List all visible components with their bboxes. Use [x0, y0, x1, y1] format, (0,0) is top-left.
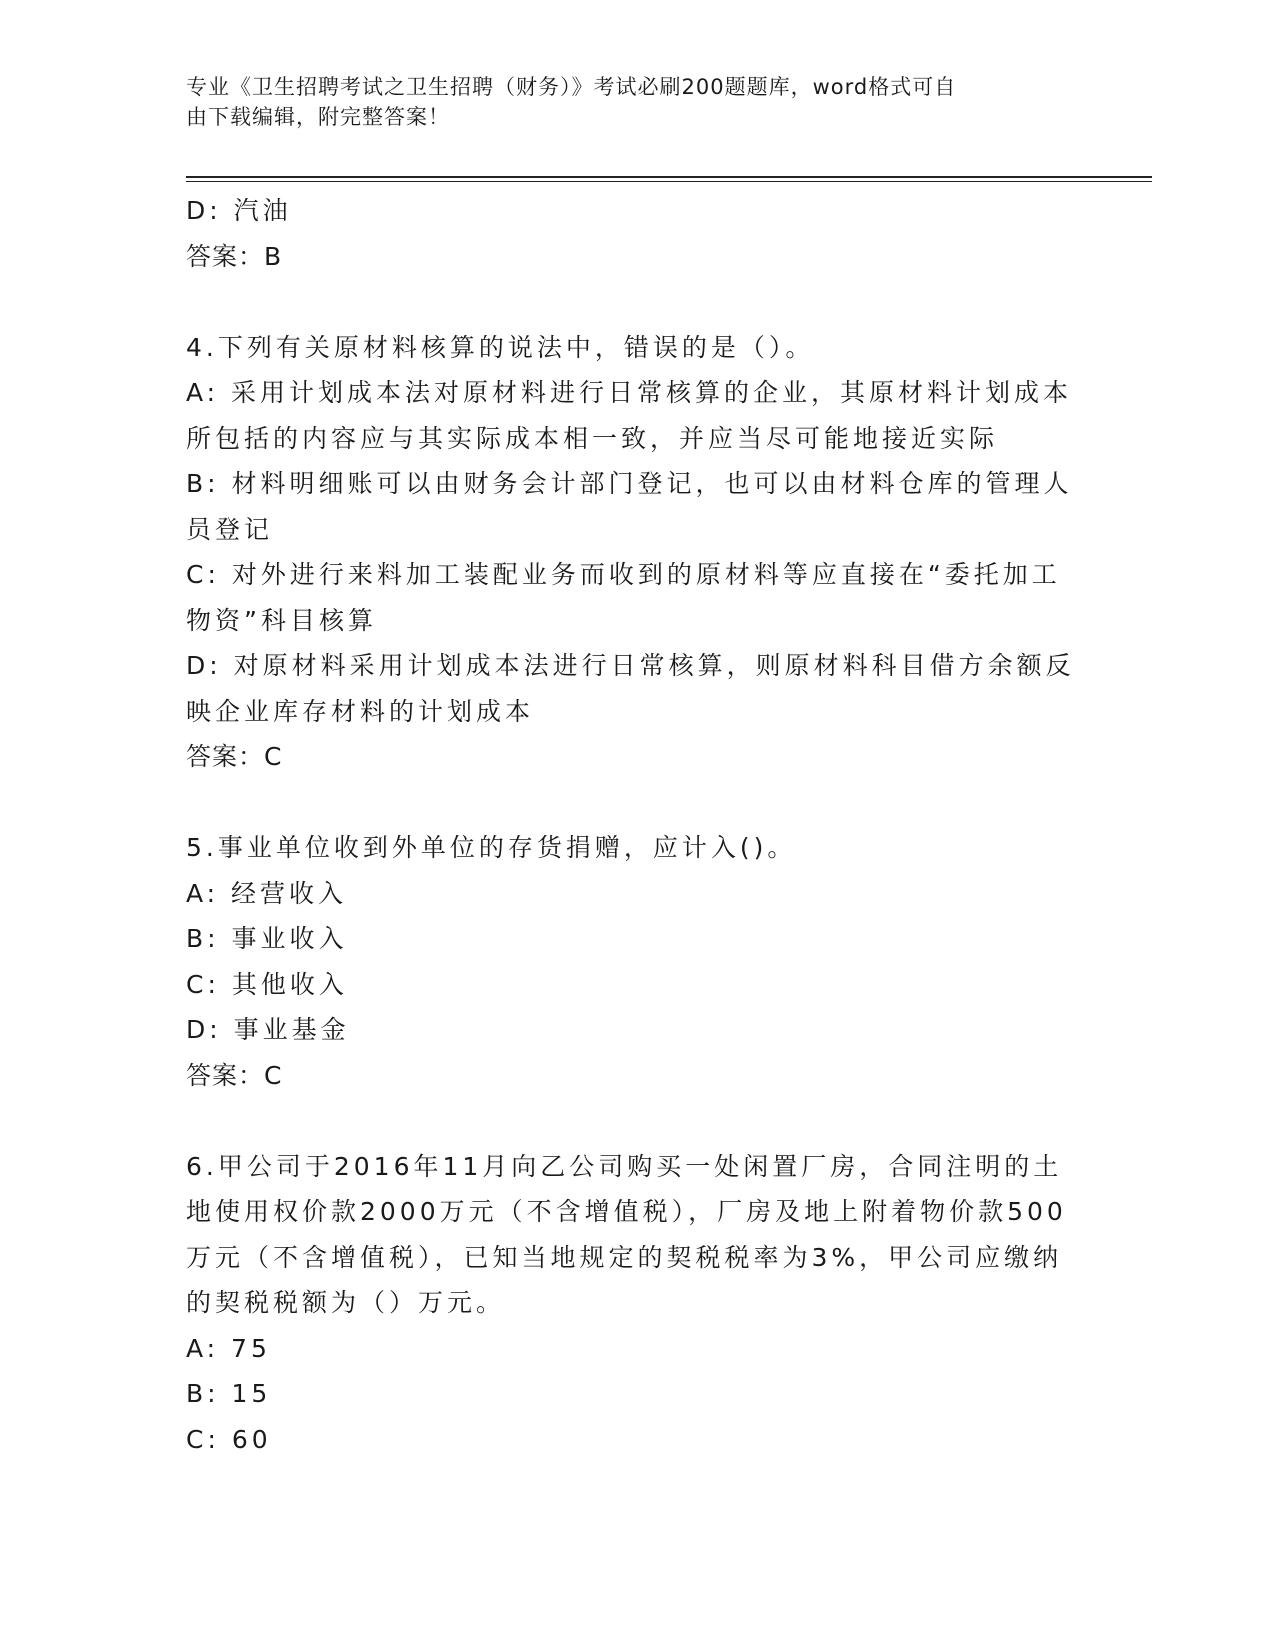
q6-option-c: C: 60	[186, 1424, 272, 1454]
q6-stem-line-2: 地使用权价款2000万元（不含增值税），厂房及地上附着物价款500	[186, 1197, 1067, 1226]
question-4	[186, 325, 1075, 780]
q5-answer: 答案：C	[186, 1060, 283, 1090]
q4-option-d-line-1: D: 对原材料采用计划成本法进行日常核算，则原材料科目借方余额反	[186, 651, 1075, 680]
spacer	[186, 279, 1066, 325]
q4-option-c-line-2: 物资”科目核算	[186, 605, 377, 635]
header-line-2: 由下载编辑，附完整答案！	[186, 105, 450, 129]
q4-option-b-line-1: B: 材料明细账可以由财务会计部门登记，也可以由材料仓库的管理人	[186, 469, 1073, 498]
header-divider-thick	[186, 176, 1152, 178]
question-body	[186, 188, 1075, 1462]
q5-option-a: A: 经营收入	[186, 878, 348, 908]
q6-stem-line-3: 万元（不含增值税），已知当地规定的契税税率为3%，甲公司应缴纳	[186, 1242, 1063, 1272]
header-divider-thin	[186, 181, 1152, 182]
q5-option-c: C: 其他收入	[186, 969, 348, 999]
q4-option-d-line-2: 映企业库存材料的计划成本	[186, 696, 535, 726]
q5-option-b: B: 事业收入	[186, 924, 348, 953]
q4-stem: 4.下列有关原材料核算的说法中，错误的是（）。	[186, 332, 815, 362]
q4-option-a-line-1: A: 采用计划成本法对原材料进行日常核算的企业，其原材料计划成本	[186, 378, 1073, 407]
question-5	[186, 825, 1066, 1098]
spacer	[186, 780, 1066, 826]
q5-option-d: D: 事业基金	[186, 1015, 350, 1044]
q4-option-a-line-2: 所包括的内容应与其实际成本相一致，并应当尽可能地接近实际	[186, 423, 999, 453]
q6-stem-line-1: 6.甲公司于2016年11月向乙公司购买一处闲置厂房，合同注明的土	[186, 1151, 1063, 1181]
prev-option-d: D: 汽油	[186, 196, 292, 225]
spacer	[186, 1098, 1066, 1144]
q5-stem: 5.事业单位收到外单位的存货捐赠，应计入()。	[186, 833, 797, 862]
q6-option-b: B: 15	[186, 1379, 272, 1408]
q6-option-a: A: 75	[186, 1333, 271, 1363]
header-line-1: 专业《卫生招聘考试之卫生招聘（财务）》考试必刷200题题库，word格式可自	[186, 75, 957, 99]
q4-answer: 答案：C	[186, 742, 283, 771]
prev-answer: 答案：B	[186, 241, 283, 271]
page-header	[186, 72, 1066, 132]
q4-option-b-line-2: 员登记	[186, 514, 274, 544]
q4-option-c-line-1: C: 对外进行来料加工装配业务而收到的原材料等应直接在“委托加工	[186, 560, 1061, 589]
question-6	[186, 1144, 1066, 1463]
q6-stem-line-4: 的契税税额为（）万元。	[186, 1288, 506, 1317]
